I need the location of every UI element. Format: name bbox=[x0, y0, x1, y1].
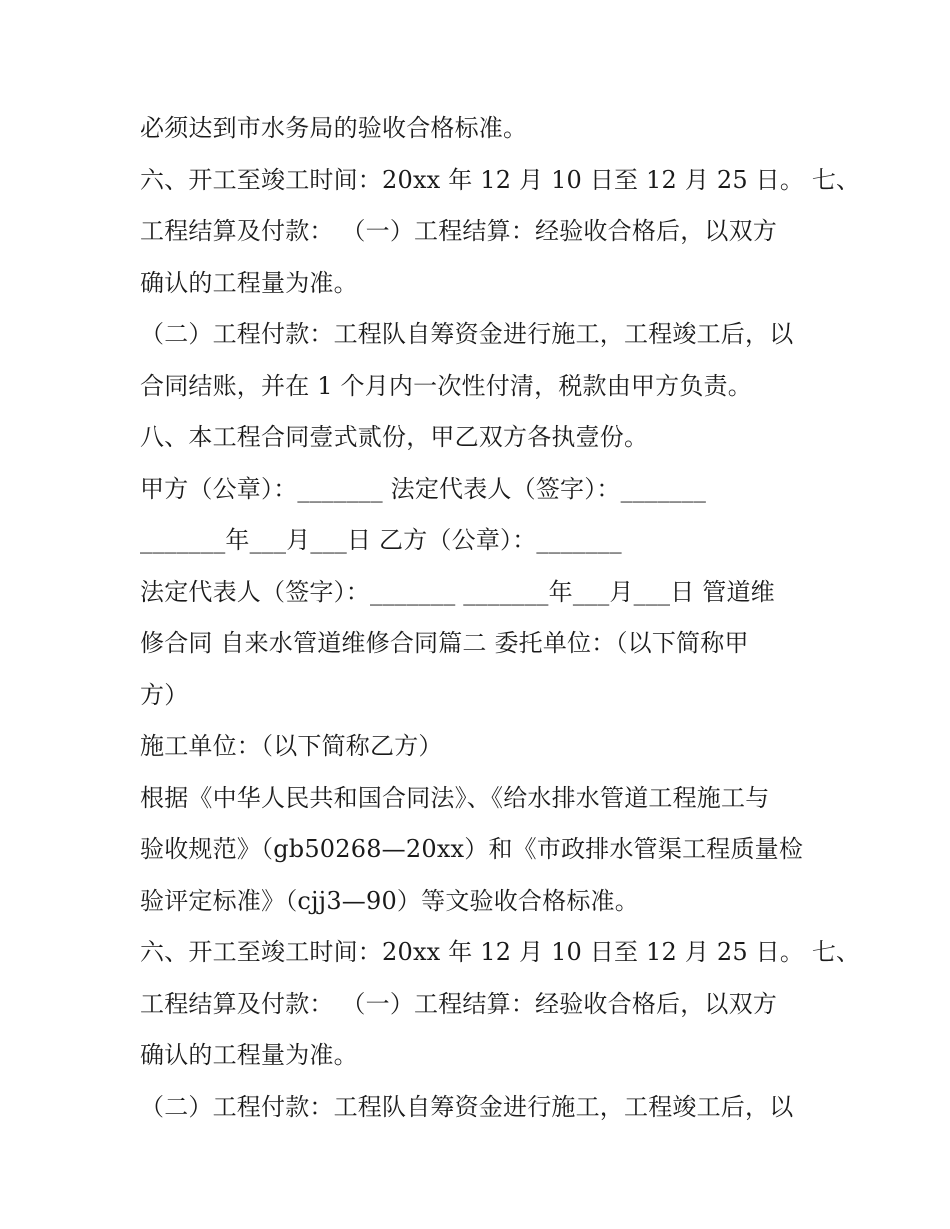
text-line: （二）工程付款：工程队自筹资金进行施工，工程竣工后，以 bbox=[140, 1092, 794, 1121]
text-line: 六、开工至竣工时间：20xx 年 12 月 10 日至 12 月 25 日。 七、 bbox=[140, 165, 861, 194]
text-line: （二）工程付款：工程队自筹资金进行施工，工程竣工后，以 bbox=[140, 320, 794, 348]
text-line: 八、本工程合同壹式贰份，甲乙双方各执壹份。 bbox=[140, 423, 649, 451]
signature-line: 甲方（公章）：_______ 法定代表人（签字）：_______ bbox=[140, 474, 707, 503]
text-line: 工程结算及付款： （一）工程结算：经验收合格后，以双方 bbox=[140, 989, 778, 1018]
text-line: 修合同 自来水管道维修合同篇二 委托单位：（以下简称甲 bbox=[140, 629, 749, 657]
text-line: 确认的工程量为准。 bbox=[140, 268, 358, 297]
text-line: 验收规范》（gb50268—20xx）和《市政排水管渠工程质量检 bbox=[140, 835, 804, 863]
text-line: 必须达到市水务局的验收合格标准。 bbox=[140, 114, 528, 142]
text-line: 确认的工程量为准。 bbox=[140, 1041, 358, 1069]
document-body bbox=[140, 103, 861, 1133]
signature-line: 法定代表人（签字）：_______ _______年___月___日 管道维 bbox=[140, 577, 775, 606]
text-line: 六、开工至竣工时间：20xx 年 12 月 10 日至 12 月 25 日。 七、 bbox=[140, 938, 861, 966]
text-line: 根据《中华人民共和国合同法》、《给水排水管道工程施工与 bbox=[140, 783, 770, 812]
text-line: 工程结算及付款： （一）工程结算：经验收合格后，以双方 bbox=[140, 217, 778, 245]
text-line: 验评定标准》（cjj3—90）等文验收合格标准。 bbox=[140, 886, 639, 915]
text-line: 合同结账，并在 1 个月内一次性付清，税款由甲方负责。 bbox=[140, 371, 752, 400]
signature-line: _______年___月___日 乙方（公章）：_______ bbox=[140, 526, 622, 554]
text-line: 施工单位：（以下简称乙方） bbox=[140, 732, 443, 760]
text-line: 方） bbox=[140, 680, 189, 709]
